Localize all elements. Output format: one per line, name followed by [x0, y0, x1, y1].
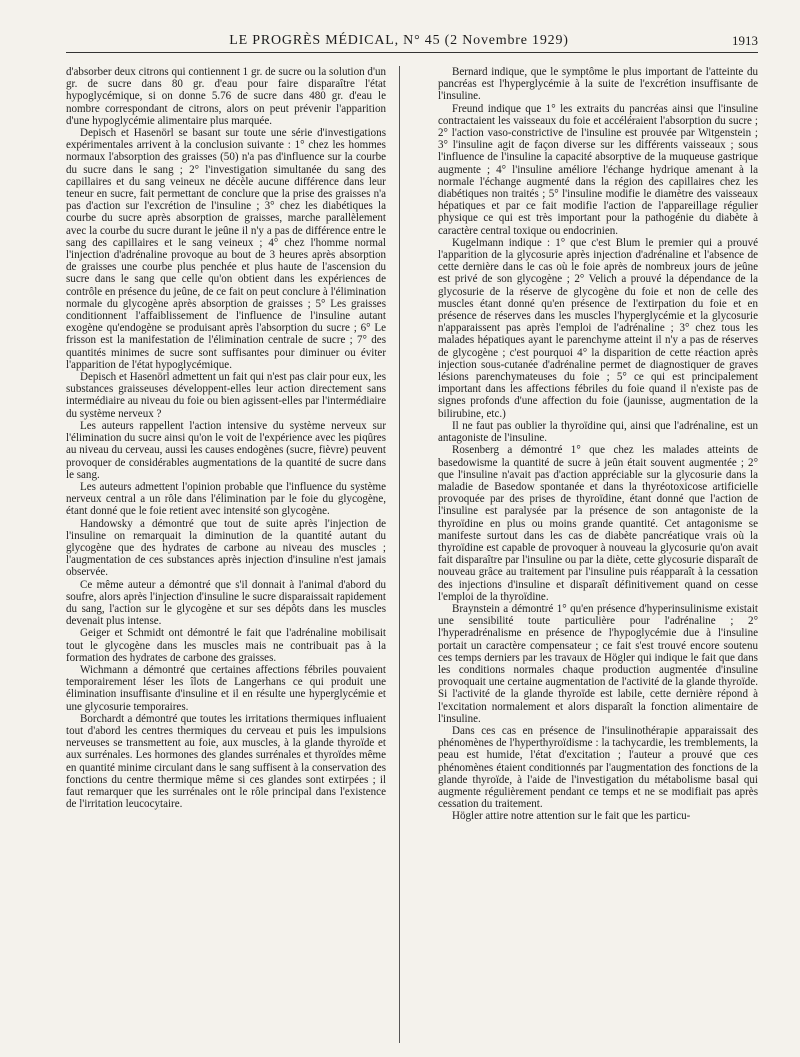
paragraph: Les auteurs admettent l'opinion probable que l'influence du système nerveux central a un rôle dans l'élimination par le foie du glycogène, étant donné que le foie retient avec intensité son glycogène.: [66, 480, 386, 518]
paragraph: Bernard indique, que le symptôme le plus important de l'atteinte du pancréas est l'hyperglycémie à la suite de l'excrétion insuffisante de l'insuline.: [438, 66, 758, 103]
paragraph: Wichmann a démontré que certaines affections fébriles pouvaient temporairement léser les îlots de Langerhans ce qui produit une élimination insuffisante d'insuline et il en résulte une hyperglycémie et une glycosurie temporaires.: [66, 663, 386, 713]
paragraph: Les auteurs rappellent l'action intensive du système nerveux sur l'élimination du sucre ainsi qu'on le voit de l'expérience avec les piqûres au niveau du cerveau, aussi les causes endogènes (sucre, fièvre) peuvent provoquer de considérables augmentations de la quantité de sucre dans le sang.: [66, 419, 386, 481]
paragraph: Depisch et Hasenörl admettent un fait qui n'est pas clair pour eux, les substances graisseuses développent-elles leur action directement sans intermédiaire au niveau du foie ou bien agissent-elles par l'intermédiaire du système nerveux ?: [66, 371, 386, 420]
page-number: 1913: [732, 33, 758, 48]
running-title: LE PROGRÈS MÉDICAL, N° 45 (2 Novembre 1929): [229, 33, 569, 48]
left-column: [66, 66, 386, 1049]
paragraph: Handowsky a démontré que tout de suite après l'injection de l'insuline on remarquait la diminution de la quantité autant du glycogène que des hydrates de carbone au niveau des muscles ; l'augmentation de ces substances après injection d'insuline n'est jamais observée.: [66, 517, 386, 579]
paragraph: Rosenberg a démontré 1° que chez les malades atteints de basedowisme la quantité de sucre à jeûn était souvent augmentée ; 2° que l'insuline n'avait pas d'action appréciable sur la glycosurie dans la maladie de Basedow spontanée et dans la thyréotoxicose artificielle provoquée par des prises de thyroïdine, étant donné que l'action de l'insuline est paralysée par la présence de son antagoniste de la thyroïdine en plus ou moins grande quantité. Cet antagonisme se manifeste surtout dans les cas de diabète pancréatique vrais où la thyroïdine est capable de provoquer à nouveau la glycosurie qu'on avait fait disparaître par l'insuline ou par la diète, cette glycosurie disparaît de nouveau grâce au traitement par l'insuline puis réapparaît à la cessation des injections d'insuline et disparaît définitivement quand on cesse l'emploi de la thyroïdine.: [438, 444, 758, 603]
paragraph: Kugelmann indique : 1° que c'est Blum le premier qui a prouvé l'apparition de la glycosurie après injection d'adrénaline et l'absence de cette dernière dans le cas où le foie après de nombreux jours de jeûne est privé de son glycogène ; 2° Velich a prouvé la dépendance de la glycosurie de la réserve de glycogène du foie et non de celle des muscles étant donné qu'en présence de l'extirpation du foie et en présence de réserves dans les muscles l'hyperglycémie et la glycosurie n'apparaissent pas après l'emploi de l'adrénaline ; 3° chez tous les malades hépatiques ayant le parenchyme atteint il n'y a pas de réserves de glycogène ; c'est pourquoi 4° la disparition de cette réaction après injection sous-cutanée d'adrénaline permet de diagnostiquer de graves lésions parenchymateuses du foie ; 5° ce qui est principalement important dans les affections fébriles du foie quand il n'existe pas de signes profonds d'une affection du foie (jaunisse, augmentation de la bilirubine, etc.): [438, 236, 758, 420]
right-column: [438, 66, 758, 1049]
body-columns: [66, 66, 758, 1049]
running-header: [66, 30, 758, 53]
paragraph: Geiger et Schmidt ont démontré le fait que l'adrénaline mobilisait tout le glycogène dans les muscles mais ne contribuait pas à la formation des hydrates de carbone des graisses.: [66, 627, 386, 664]
paragraph: Dans ces cas en présence de l'insulinothérapie apparaissait des phénomènes de l'hyperthyroïdisme : la tachycardie, les tremblements, la peau est humide, l'état d'excitation ; l'auteur a prouvé que ces phénomènes étaient conditionnés par l'augmentation des fonctions de la glande thyroïde, à l'aide de l'investigation du métabolisme basal qui augmente régulièrement pendant ce temps et ne se modifiait pas après cessation du traitement.: [438, 724, 758, 811]
paragraph: Ce même auteur a démontré que s'il donnait à l'animal d'abord du soufre, alors après l'injection d'insuline le sucre disparaissait rapidement du sang, l'action sur le glycogène et sur ses dépôts dans les muscles devenait plus intense.: [66, 578, 386, 628]
paragraph: d'absorber deux citrons qui contiennent 1 gr. de sucre ou la solution d'un gr. de sucre dans 80 gr. d'eau pour faire disparaître l'état hypoglycémique, si on donne 5.76 de sucre dans 480 gr. d'eau le nombre correspondant de citrons, alors on peut prévenir l'apparition d'une hypoglycémie alimentaire plus marquée.: [66, 66, 386, 127]
paragraph: Depisch et Hasenörl se basant sur toute une série d'investigations expérimentales arrivent à la conclusion suivante : 1° chez les hommes normaux l'absorption des graisses (50) n'a pas d'influence sur la courbe du sucre dans le sang ; 2° l'investigation simultanée du sang des capillaires et du sang veineux ne décèle aucune différence dans leur teneur en sucre, fait permettant de conclure que la prise des graisses n'a pas d'action sur l'excrétion de l'insuline ; 3° chez les diabétiques la courbe du sucre après absorption de graisses, marche parallèlement avec la courbe du sucre durant le jeûne il n'y a pas de différence entre le sang des capillaires et le sang veineux ; 4° chez l'homme normal l'injection d'adrénaline provoque au bout de 3 heures après absorption de graisses une courbe plus penchée et plus haute de l'ascension du sucre dans le sang que celle qu'on obtient dans les expériences de contrôle en présence du jeûne, de ce fait on peut conclure à l'élimination normale du glycogène après absorption de graisses ; 5° Les graisses conditionnent l'affaiblissement de l'influence de l'insuline autant exogène qu'endogène se produisant après l'absorption du sucre ; 6° Le frisson est la manifestation de l'élimination centrale de sucre ; 7° des quantités minimes de sucre sont suffisantes pour diminuer ou éviter l'apparition de l'état hypoglycémique.: [66, 127, 386, 371]
paragraph: Freund indique que 1° les extraits du pancréas ainsi que l'insuline contractaient les vaisseaux du foie et accéléraient l'absorption du sucre ; 2° l'action vaso-constrictive de l'insuline est prouvée par Witgenstein ; 3° l'insuline agit de façon diverse sur les différents vaisseaux ; sous l'influence de l'insuline la capacité absorptive de la muqueuse gastrique augmente ; 4° l'insuline améliore l'échange hydrique amenant à la normale l'échange augmenté dans la région des capillaires chez les diabétiques non traités ; 5° l'insuline modifie le diamètre des vaisseaux hépatiques et par ce fait modifie l'action de l'appareillage régulier physique ce qui est très important pour la pathogénie du diabète à caractère central toxique ou endocrinien.: [438, 102, 758, 237]
paragraph: Borchardt a démontré que toutes les irritations thermiques influaient tout d'abord les centres thermiques du cerveau et puis les impulsions nerveuses se transmettent au foie, aux muscles, à la glande thyroïde et aux surrénales. Les hormones des glandes surrénales et thyroïdes même en quantité minime circulant dans le sang suffisent à la conservation des fonctions du centre thermique même si ces glandes sont extirpées ; il faut remarquer que les surrénales ont le rôle principal dans l'existence de l'irritation leucocytaire.: [66, 712, 386, 811]
paragraph: Il ne faut pas oublier la thyroïdine qui, ainsi que l'adrénaline, est un antagoniste de l'insuline.: [438, 419, 758, 445]
paragraph: Högler attire notre attention sur le fait que les particu-: [452, 810, 691, 823]
paragraph: Braynstein a démontré 1° qu'en présence d'hyperinsulinisme existait une sensibilité toute particulière pour l'adrénaline ; 2° l'hyperadrénalisme en présence de l'hypoglycémie due à l'insuline portait un caractère compensateur ; ce fait s'est trouvé encore soutenu ces temps derniers par les travaux de Högler qui indique le fait que dans les conditions normales chaque production augmentée d'insuline provoquait une certaine augmentation de l'activité de la glande thyroïde. Si l'activité de la glande thyroïde est labile, cette dernière répond à l'excitation normalement et alors disparaît la fonction alimentaire de l'insuline.: [438, 602, 758, 725]
